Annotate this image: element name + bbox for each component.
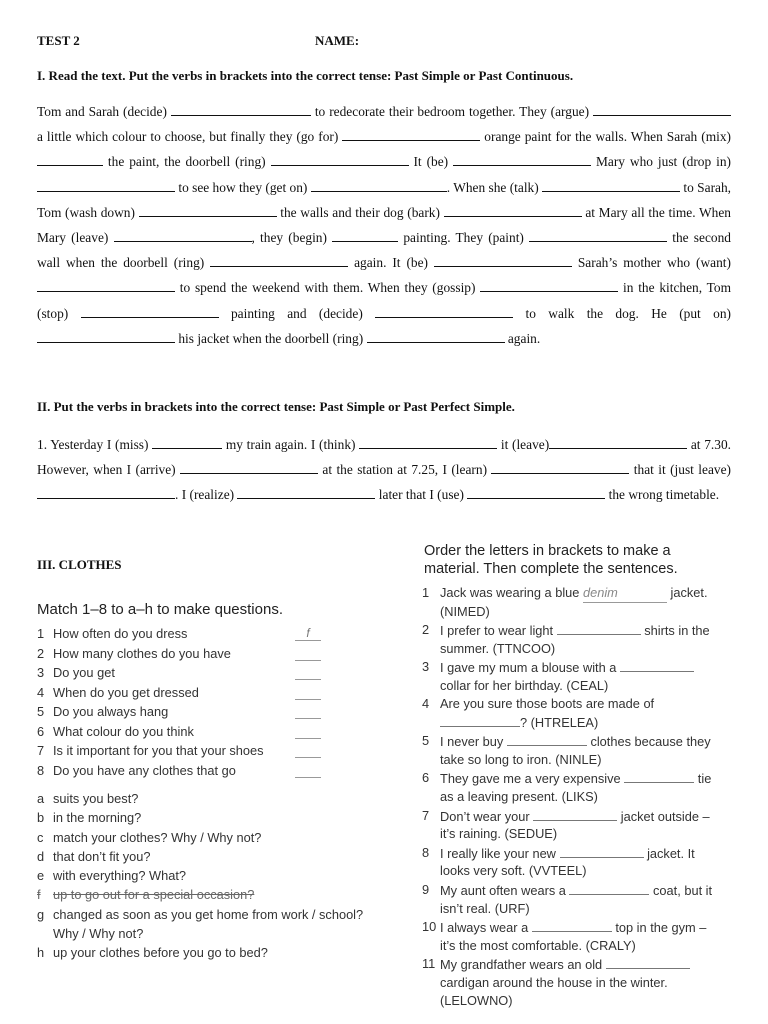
item-text: Is it important for you that your shoes [53, 743, 264, 758]
blank[interactable] [37, 484, 175, 499]
blank[interactable] [210, 252, 348, 267]
sentence-start: I gave my mum a blouse with a [440, 660, 617, 676]
answer-blank[interactable] [295, 646, 321, 661]
answer-blank[interactable] [295, 704, 321, 719]
list-item [422, 881, 722, 918]
section-1-title: I. Read the text. Put the verbs in brackets into the correct tense: Past Simple or Past Continuous. [37, 68, 574, 83]
item-number: 6 [422, 770, 430, 786]
item-letter: g [37, 906, 45, 922]
test-header [37, 33, 731, 53]
item-text: When do you get dressed [53, 684, 199, 700]
sentence-start: I really like your new [440, 845, 556, 861]
item-letter: b [37, 810, 45, 826]
blank[interactable] [375, 303, 513, 318]
list-item [422, 732, 722, 769]
section-3-title: III. CLOTHES [37, 557, 122, 572]
blank[interactable] [367, 328, 505, 343]
item-number: 1 [422, 585, 430, 600]
item-number: 2 [37, 645, 45, 661]
blank[interactable] [81, 303, 219, 318]
sentence-start: My grandfather wears an old [440, 956, 603, 972]
item-letter: f [37, 887, 41, 903]
list-item [37, 789, 397, 808]
sentence-start: Don’t wear your [440, 808, 530, 824]
list-item [37, 943, 397, 962]
blank[interactable] [542, 177, 680, 192]
item-text: in the morning? [53, 810, 142, 826]
sentence-end: jacket. It looks very soft. (VVTEEL) [440, 845, 695, 879]
item-number: 5 [37, 704, 45, 719]
list-item [37, 743, 327, 763]
blank[interactable] [311, 177, 447, 192]
match-question-list [37, 626, 327, 782]
blank[interactable] [332, 227, 398, 242]
item-number: 7 [37, 743, 45, 758]
sentence-end: clothes because they take so long to iron. (NINLE) [440, 734, 711, 768]
sentence-end: cardigan around the house in the winter. (LELOWNO) [440, 974, 668, 1008]
item-number: 7 [422, 807, 430, 823]
list-item [37, 808, 397, 827]
item-number: 8 [37, 762, 45, 778]
blank[interactable] [37, 277, 175, 292]
blank[interactable] [549, 434, 687, 449]
blank[interactable] [342, 126, 480, 141]
item-letter: d [37, 848, 45, 864]
item-text: How many clothes do you have [53, 645, 231, 661]
answer-blank[interactable] [569, 881, 649, 895]
sentence-end: coat, but it isn’t real. (URF) [440, 882, 713, 916]
list-item [422, 621, 722, 658]
blank[interactable] [480, 277, 618, 292]
blank[interactable] [37, 151, 103, 166]
answer-blank[interactable] [507, 732, 587, 746]
order-sentence-list [422, 584, 722, 1010]
list-item [422, 955, 722, 1009]
item-number: 3 [37, 665, 45, 680]
sentence-start: I always wear a [440, 919, 529, 935]
blank[interactable] [152, 434, 222, 449]
sentence-end: collar for her birthday. (CEAL) [440, 677, 609, 693]
list-item [37, 626, 327, 646]
blank[interactable] [467, 484, 605, 499]
blank[interactable] [139, 202, 277, 217]
blank[interactable] [593, 101, 731, 116]
order-heading: Order the letters in brackets to make a material. Then complete the sentences. [424, 543, 678, 577]
blank[interactable] [237, 484, 375, 499]
list-item [37, 665, 327, 685]
blank[interactable] [37, 177, 175, 192]
item-text: suits you best? [53, 791, 139, 806]
sentence-start: I prefer to wear light [440, 623, 554, 639]
blank[interactable] [529, 227, 667, 242]
sentence-start: Are you sure those boots are made of [440, 696, 655, 712]
section-2-paragraph: 1. Yesterday I (miss) my train again. I (think) it (leave) at 7.30. However, when I (arrive) at the station at 7.25, I (learn) that it (just leave) . I (realize) later that I (use) the wrong timetable. [37, 432, 731, 508]
section-1-paragraph: Tom and Sarah (decide) to redecorate their bedroom together. They (argue) a little which colour to choose, but finally they (go for) orange paint for the walls. When Sarah (mix) the paint, the doorbell (ring) It (be) Mary who just (drop in) to see how they (get on) . When she (talk) to Sarah, Tom (wash down) the walls and their dog (bark) at Mary all the time. When Mary (leave) , they (begin) painting. They (paint) the second wall when the doorbell (ring) again. It (be) Sarah’s mother who (want) to spend the weekend with them. When they (gossip) in the kitchen, Tom (stop) painting and (decide) to walk the dog. He (put on) his jacket when the doorbell (ring) again. [37, 99, 731, 351]
blank[interactable] [453, 151, 591, 166]
list-item [422, 918, 722, 955]
item-letter: c [37, 829, 44, 845]
list-item [422, 769, 722, 806]
answer-blank[interactable] [532, 918, 612, 932]
item-number: 3 [422, 659, 430, 675]
item-text: up to go out for a special occasion? [53, 887, 255, 903]
item-letter: e [37, 868, 45, 884]
sentence-start: I never buy [440, 734, 504, 750]
list-item [422, 658, 722, 695]
item-number: 2 [422, 622, 430, 638]
answer-blank[interactable] [440, 713, 520, 727]
list-item [422, 807, 722, 844]
item-text: match your clothes? Why / Why not? [53, 829, 262, 845]
list-item [37, 905, 377, 944]
test-label: TEST 2 [37, 33, 80, 48]
list-item [37, 724, 327, 744]
list-item [422, 844, 722, 881]
answer-blank[interactable] [295, 724, 321, 739]
blank[interactable] [359, 434, 497, 449]
section-2-title: II. Put the verbs in brackets into the correct tense: Past Simple or Past Perfect Simple. [37, 399, 515, 414]
item-number: 10 [422, 918, 437, 934]
answer-blank[interactable] [624, 769, 694, 783]
item-text: Do you get [53, 665, 115, 680]
blank[interactable] [114, 227, 252, 242]
item-number: 8 [422, 844, 430, 860]
sentence-end: jacket outside – it’s raining. (SEDUE) [440, 808, 710, 842]
answer-blank[interactable] [533, 807, 617, 821]
sentence-end: ? (HTRELEA) [520, 715, 599, 731]
item-text: How often do you dress [53, 626, 188, 641]
sentence-end: top in the gym – it’s the most comfortable. (CRALY) [440, 919, 707, 953]
answer-blank[interactable] [295, 665, 321, 680]
match-heading: Match 1–8 to a–h to make questions. [37, 601, 283, 618]
item-number: 11 [422, 955, 436, 971]
item-letter: a [37, 791, 45, 806]
item-text: changed as soon as you get home from work / school? Why / Why not? [53, 906, 364, 942]
sentence-end: tie as a leaving present. (LIKS) [440, 771, 712, 805]
answer-blank[interactable] [557, 621, 641, 635]
sentence-end: shirts in the summer. (TTNCOO) [440, 623, 710, 656]
list-item [37, 646, 327, 666]
item-number: 5 [422, 733, 430, 749]
blank[interactable] [271, 151, 409, 166]
answer-blank[interactable]: f [295, 626, 321, 641]
item-number: 6 [37, 723, 45, 739]
item-text: that don’t fit you? [53, 848, 151, 864]
answer-blank[interactable] [295, 685, 321, 700]
answer-blank[interactable] [295, 763, 321, 778]
item-number: 4 [37, 684, 45, 700]
item-number: 1 [37, 626, 45, 641]
list-item [37, 685, 327, 705]
answer-blank[interactable] [560, 844, 644, 858]
item-number: 9 [422, 881, 430, 897]
sentence-start: They gave me a very expensive [440, 771, 621, 787]
item-text: up your clothes before you go to bed? [53, 945, 268, 961]
item-text: What colour do you think [53, 723, 194, 739]
item-number: 4 [422, 696, 430, 712]
list-item [422, 584, 722, 621]
list-item [37, 866, 397, 885]
list-item [37, 828, 397, 847]
item-text: with everything? What? [53, 868, 187, 884]
sentence-start: Jack was wearing a blue [440, 585, 580, 600]
sentence-end: jacket. (NIMED) [440, 585, 708, 619]
answer-blank[interactable] [606, 955, 690, 969]
blank[interactable] [444, 202, 582, 217]
sentence-start: My aunt often wears a [440, 882, 566, 898]
list-item [37, 704, 327, 724]
match-answer-list [37, 789, 397, 963]
item-text: Do you always hang [53, 704, 169, 719]
name-label: NAME: [315, 33, 360, 48]
blank[interactable] [180, 459, 318, 474]
list-item [422, 695, 722, 732]
blank[interactable] [434, 252, 572, 267]
list-item-example [37, 885, 397, 904]
blank[interactable] [37, 328, 175, 343]
list-item [37, 763, 327, 783]
example-answer[interactable]: denim [583, 584, 667, 603]
list-item [37, 847, 397, 866]
answer-blank[interactable] [620, 658, 694, 672]
blank[interactable] [491, 459, 629, 474]
item-text: Do you have any clothes that go [53, 762, 236, 778]
item-letter: h [37, 945, 45, 961]
answer-blank[interactable] [295, 743, 321, 758]
blank[interactable] [171, 101, 311, 116]
